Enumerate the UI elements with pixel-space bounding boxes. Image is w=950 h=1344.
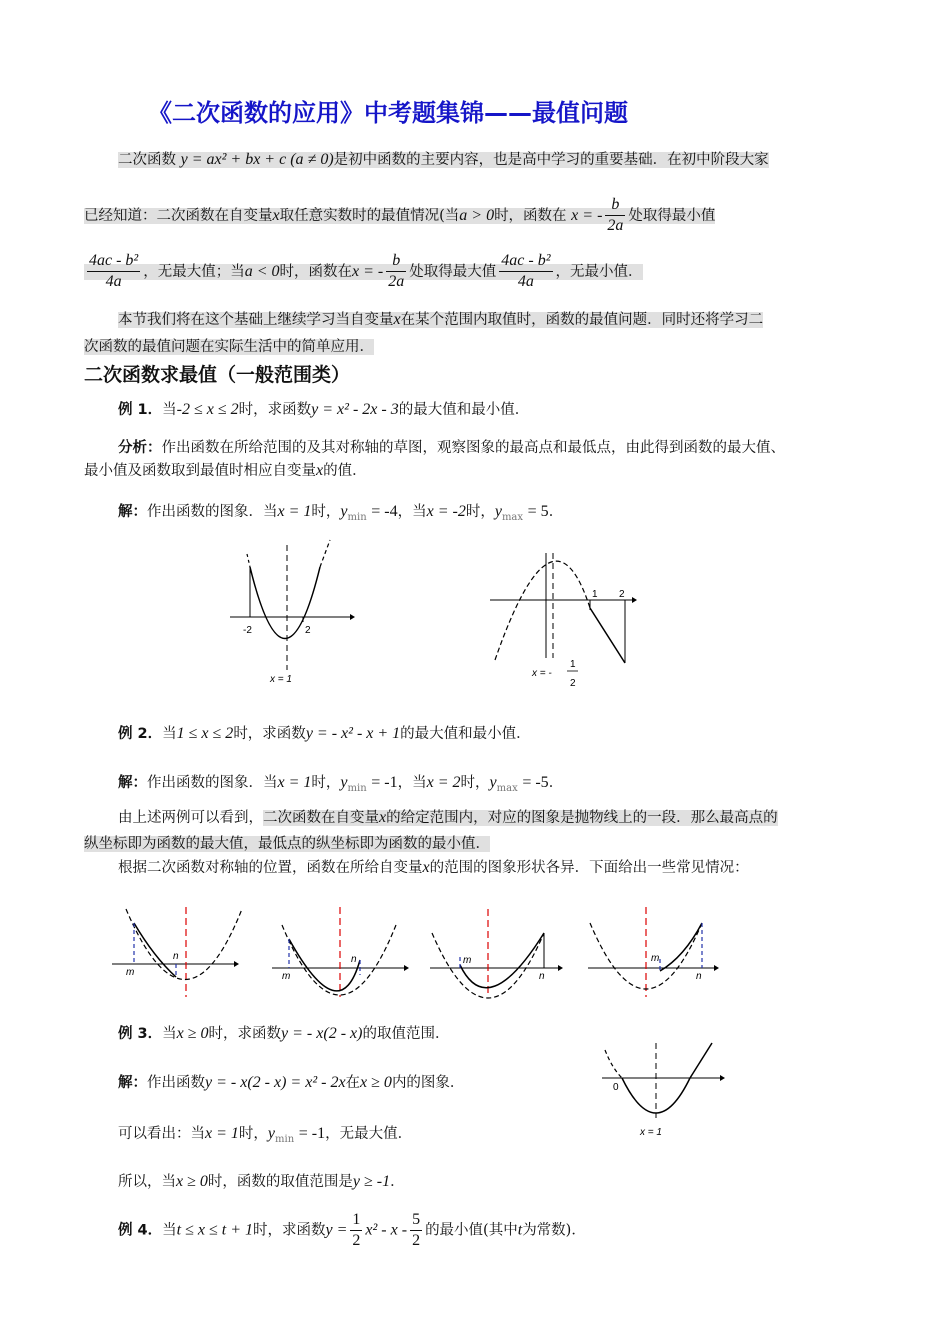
parabola-solid bbox=[590, 608, 625, 663]
intro-text: 取任意实数时的最值情况(当 bbox=[279, 207, 460, 224]
n-label: n bbox=[539, 971, 545, 982]
intro-line-2 bbox=[84, 195, 715, 236]
intro-text: 次函数的最值问题在实际生活中的简单应用． bbox=[84, 339, 374, 355]
example-label: 例 1． bbox=[118, 402, 163, 418]
solution-3: 解：作出函数y = - x(2 - x) = x² - 2x在x ≥ 0内的图象． bbox=[118, 1074, 465, 1091]
tick-label: 1 bbox=[592, 589, 598, 600]
x-axis-arrow-icon bbox=[632, 597, 637, 603]
x-axis-arrow-icon bbox=[404, 965, 409, 971]
math-function: y = - x² - x + 1 bbox=[305, 725, 401, 742]
summary-line-1: 由上述两例可以看到，二次函数在自变量x的给定范围内，对应的图象是抛物线上的一段．那么最高点的 bbox=[118, 809, 778, 826]
math-function: y = x² - 2x - 3 bbox=[311, 401, 399, 418]
example-label: 例 2． bbox=[118, 726, 163, 742]
math-range: 1 ≤ x ≤ 2 bbox=[176, 725, 234, 742]
parabola-dashed bbox=[282, 925, 396, 995]
summary-line-3: 根据二次函数对称轴的位置，函数在所给自变量x的范围的图象形状各异．下面给出一些常见情况： bbox=[118, 859, 749, 876]
math-x-eq: x = - bbox=[571, 206, 603, 224]
x-axis-arrow-icon bbox=[350, 614, 355, 620]
parabola-dashed bbox=[605, 1050, 622, 1078]
graph-example-3 bbox=[600, 1038, 730, 1143]
solution-label: 解： bbox=[118, 775, 147, 791]
origin-label: 0 bbox=[613, 1082, 619, 1093]
fraction-max-value: $\frac{\text{4ac - b²}}{4a}$ bbox=[501, 252, 551, 290]
n-label: n bbox=[351, 954, 357, 965]
parabola-solid-right bbox=[690, 1043, 712, 1078]
fraction-b-2a: $\frac{b}{2a}$ bbox=[388, 252, 405, 290]
x-axis-arrow-icon bbox=[234, 961, 239, 967]
math-range: t ≤ x ≤ t + 1 bbox=[176, 1221, 253, 1239]
intro-text: 在某个范围内取值时，函数的最值问题．同时还将学习二 bbox=[400, 312, 764, 328]
intro-line-3 bbox=[84, 251, 643, 292]
parabola-solid bbox=[660, 923, 702, 971]
intro-text: 处取得最小值 bbox=[628, 207, 716, 224]
analysis-label: 分析： bbox=[118, 440, 162, 456]
section-heading: 二次函数求最值（一般范围类） bbox=[84, 364, 351, 386]
tick-label: -2 bbox=[243, 625, 252, 636]
intro-text: 本节我们将在这个基础上继续学习当自变量 bbox=[118, 312, 394, 328]
fraction-b-2a: $\frac{b}{2a}$ bbox=[607, 196, 624, 234]
graph-example-2 bbox=[490, 548, 640, 696]
solution-1: 解：作出函数的图象．当x = 1时，$y_{min} = -4$，当x = -2时，$y_{max} = 5$． bbox=[118, 503, 564, 523]
tick-label: 2 bbox=[305, 625, 311, 636]
example-2: 例 2．当1 ≤ x ≤ 2时，求函数y = - x² - x + 1的最大值和最小值． bbox=[118, 725, 531, 742]
n-label: n bbox=[173, 951, 179, 962]
parabola-dashed-left bbox=[247, 554, 250, 567]
intro-line-5 bbox=[84, 337, 374, 357]
math-range: -2 ≤ x ≤ 2 bbox=[176, 401, 239, 418]
fraction-half: $\frac{1}{2}$ bbox=[352, 1211, 361, 1249]
math-x: x bbox=[393, 311, 401, 328]
parabola-solid bbox=[460, 933, 544, 988]
m-label: m bbox=[126, 967, 135, 978]
summary-line-2: 纵坐标即为函数的最大值，最低点的纵坐标即为函数的最小值． bbox=[84, 836, 490, 852]
intro-text: 处取得最大值 bbox=[409, 263, 497, 280]
case-diagram-3 bbox=[430, 905, 570, 1000]
tick-label: 2 bbox=[619, 589, 625, 600]
intro-line-4 bbox=[118, 310, 763, 330]
parabola-dashed bbox=[495, 561, 590, 660]
m-label: m bbox=[463, 955, 472, 966]
parabola-dashed-right bbox=[320, 540, 330, 567]
case-diagram-1 bbox=[112, 905, 244, 1000]
example-label: 例 3． bbox=[118, 1026, 163, 1042]
example-label: 例 4． bbox=[118, 1222, 163, 1239]
solution-label: 解： bbox=[118, 504, 147, 520]
axis-label: x = 1 bbox=[640, 1127, 662, 1138]
page-title: 《二次函数的应用》中考题集锦——最值问题 bbox=[148, 99, 628, 127]
graph-example-1 bbox=[225, 540, 355, 690]
x-axis-arrow-icon bbox=[714, 965, 719, 971]
case-diagram-4 bbox=[588, 905, 723, 1000]
intro-text: 是初中函数的主要内容，也是高中学习的重要基础．在初中阶段大家 bbox=[333, 152, 769, 168]
m-label: m bbox=[282, 971, 291, 982]
n-label: n bbox=[696, 971, 702, 982]
intro-text: 已经知道：二次函数在自变量 bbox=[84, 207, 273, 224]
intro-text: 时，函数在 bbox=[279, 263, 353, 280]
x-axis-arrow-icon bbox=[720, 1075, 725, 1081]
math-x-eq: x = - bbox=[352, 262, 384, 280]
parabola-solid bbox=[134, 923, 176, 977]
conclusion-3a: 可以看出：当x = 1时，$y_{min} = -1$，无最大值． bbox=[118, 1125, 413, 1145]
example-4: 例 4．当t ≤ x ≤ t + 1时，求函数y = $\frac{1}{2}$ x² - x - $\frac{5}{2}$ 的最小值(其中t为常数)． bbox=[118, 1211, 586, 1249]
intro-line-1 bbox=[118, 150, 769, 170]
fraction-min-value: $\frac{\text{4ac - b²}}{4a}$ bbox=[89, 252, 139, 290]
m-label: m bbox=[651, 953, 660, 964]
axis-label: x = 1 bbox=[270, 674, 292, 685]
quadratic-formula: y = ax² + bx + c (a ≠ 0) bbox=[180, 151, 334, 168]
solution-2: 解：作出函数的图象．当x = 1时，$y_{min} = -1$，当x = 2时，$y_{max} = -5$． bbox=[118, 774, 564, 794]
conclusion-3b: 所以，当x ≥ 0时，函数的取值范围是y ≥ -1． bbox=[118, 1173, 405, 1190]
parabola-dashed bbox=[126, 909, 242, 980]
intro-text: 二次函数 bbox=[118, 152, 176, 168]
solution-label: 解： bbox=[118, 1075, 147, 1091]
math-condition: a < 0 bbox=[244, 262, 280, 280]
example-3: 例 3．当x ≥ 0时，求函数y = - x(2 - x)的取值范围． bbox=[118, 1025, 450, 1042]
example-1: 例 1．当-2 ≤ x ≤ 2时，求函数y = x² - 2x - 3的最大值和最小值． bbox=[118, 401, 530, 418]
intro-text: ，无最小值． bbox=[555, 263, 643, 280]
analysis-line-2: 最小值及函数取到最值时相应自变量x的值． bbox=[84, 462, 367, 479]
analysis-line-1: 分析：作出函数在所给范围的及其对称轴的草图，观察图象的最高点和最低点，由此得到函数的最大值、 bbox=[118, 440, 785, 456]
math-x: x bbox=[272, 206, 280, 224]
intro-text: 时，函数在 bbox=[494, 207, 567, 224]
fraction-num: 1 bbox=[570, 659, 576, 670]
fraction-five-halves: $\frac{5}{2}$ bbox=[412, 1211, 421, 1249]
math-condition: a > 0 bbox=[459, 206, 495, 224]
case-diagram-2 bbox=[272, 905, 414, 1000]
axis-label: x = - bbox=[532, 668, 552, 679]
intro-text: ，无最大值；当 bbox=[143, 263, 245, 280]
fraction-den: 2 bbox=[570, 678, 576, 689]
x-axis-arrow-icon bbox=[558, 965, 563, 971]
parabola-solid bbox=[289, 939, 360, 991]
